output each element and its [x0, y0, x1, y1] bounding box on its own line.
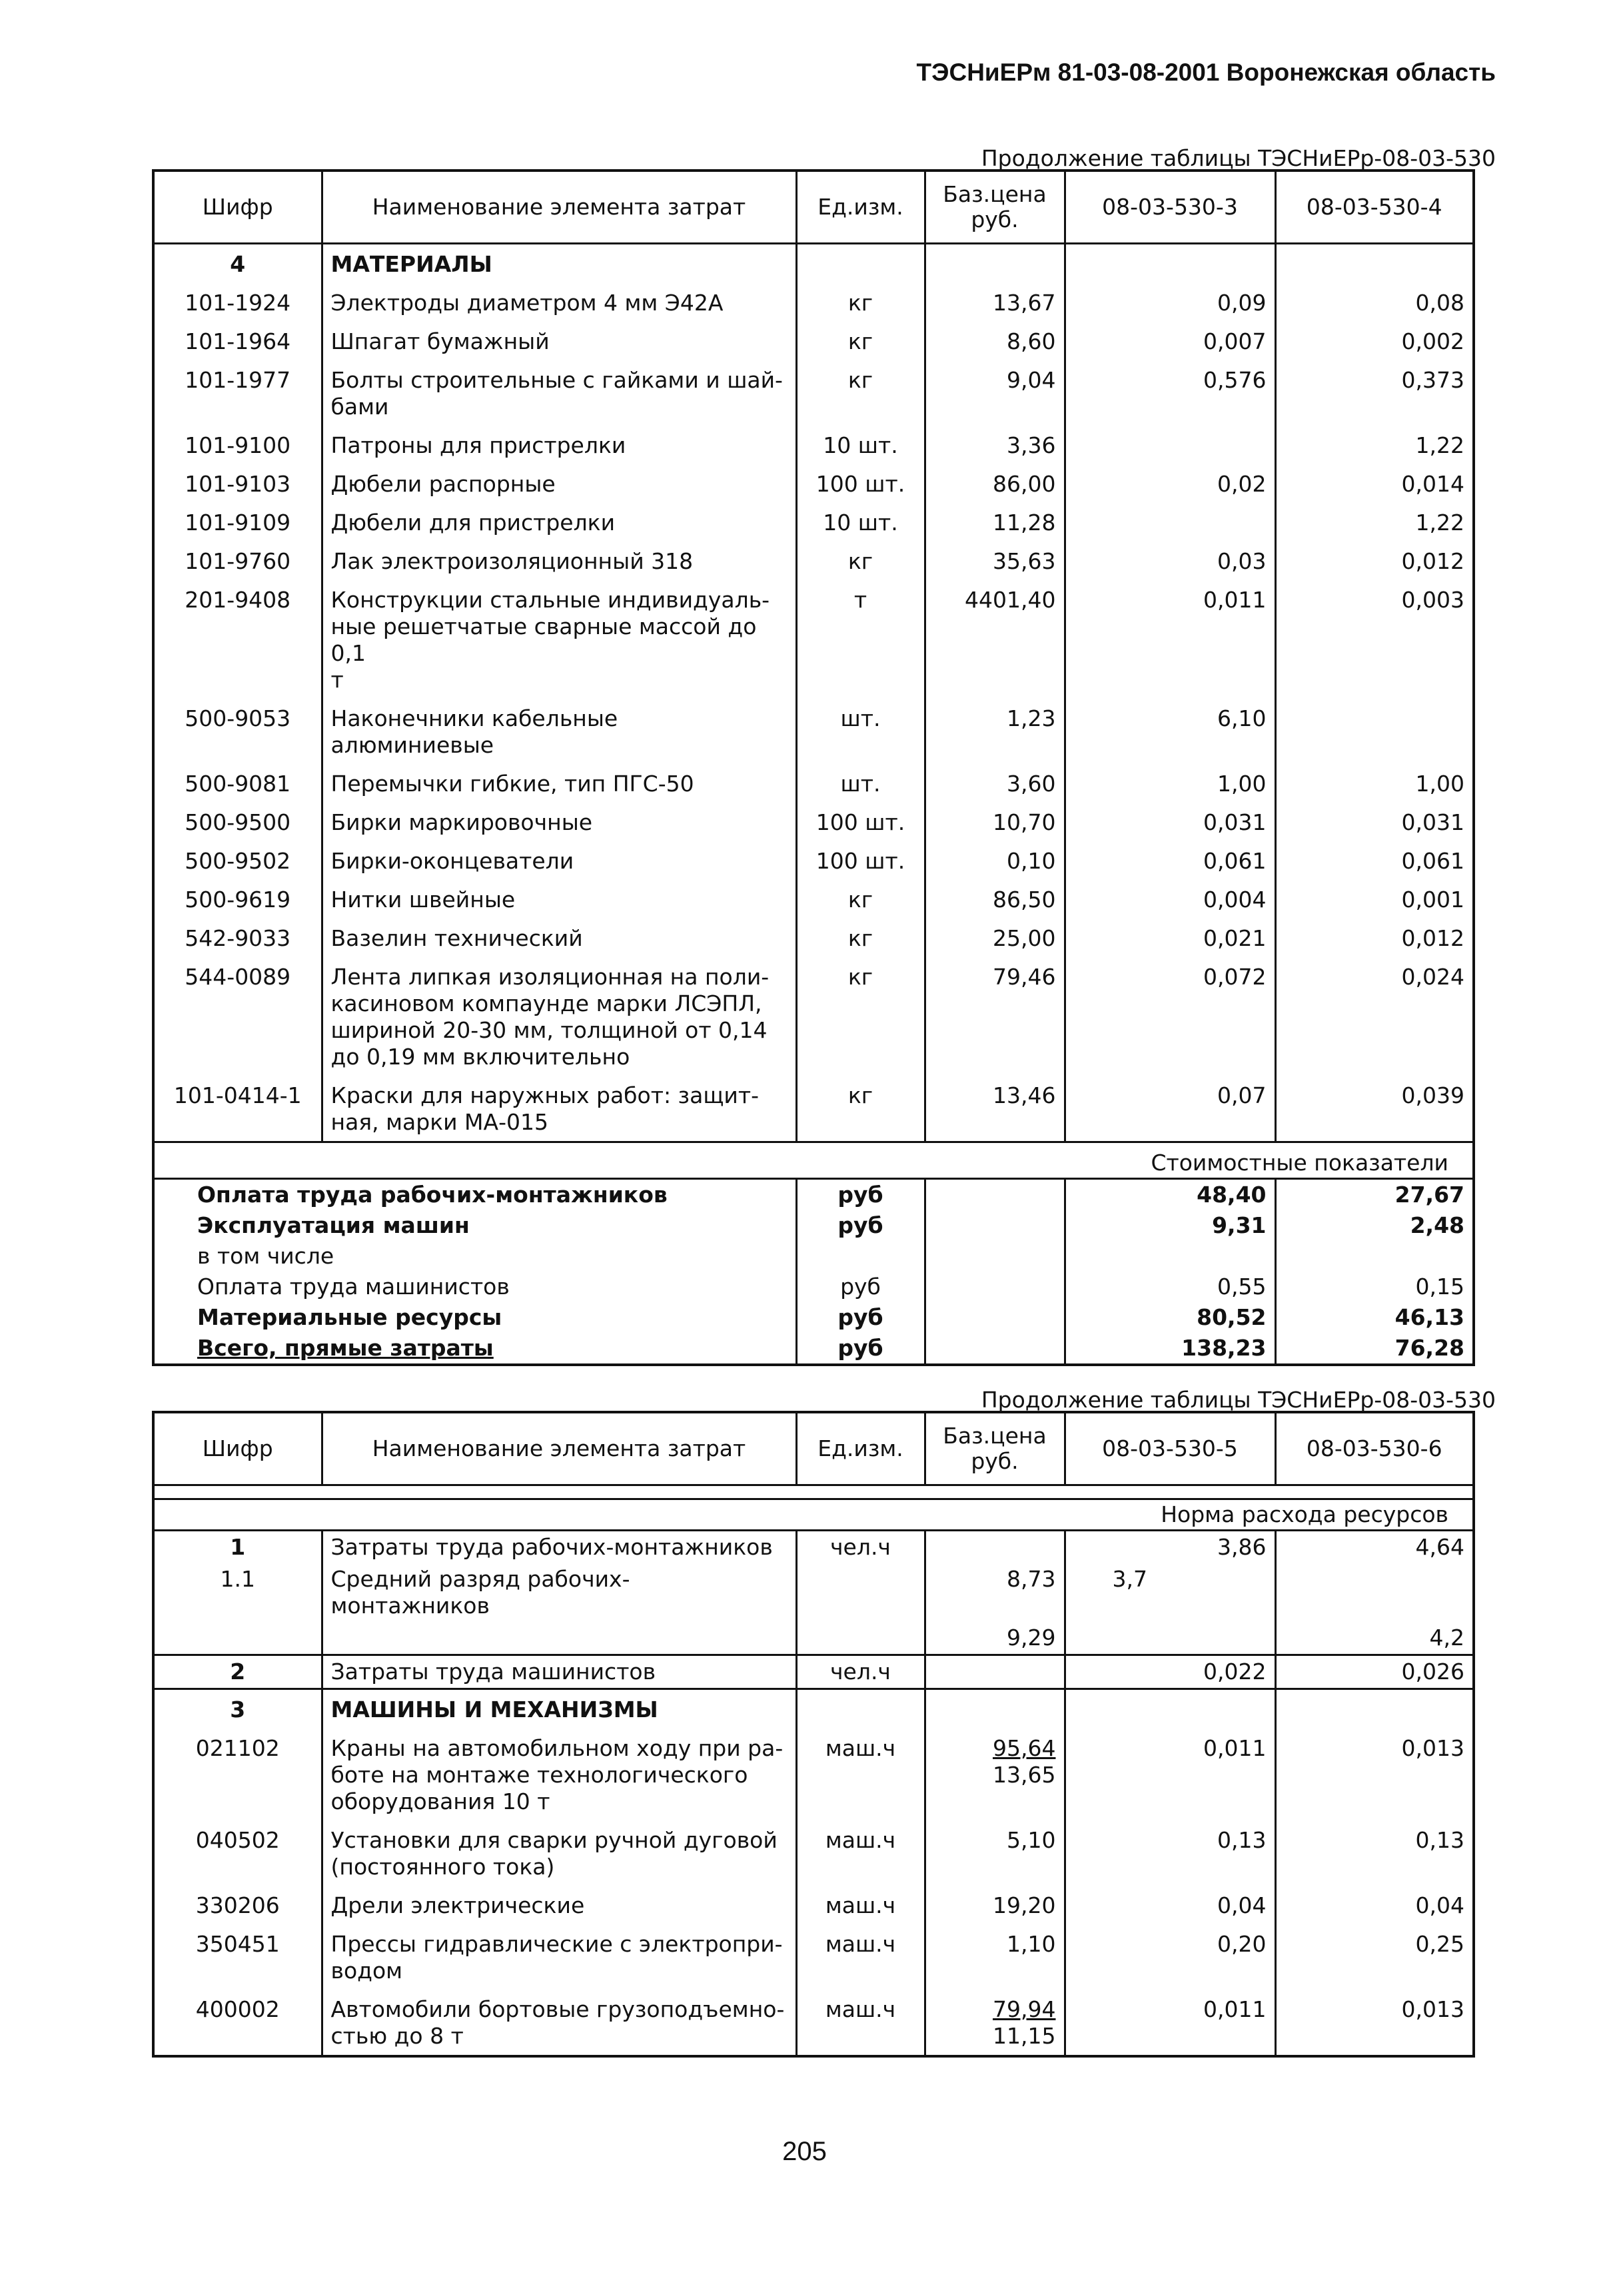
- row-price: 25,00: [925, 919, 1065, 957]
- row-value-a: 0,072: [1065, 957, 1275, 1076]
- row-price: 9,29: [925, 1622, 1065, 1655]
- summary-value-b: [1275, 1241, 1474, 1272]
- row-unit: 100 шт.: [796, 803, 925, 841]
- row-value-b: 0,061: [1275, 841, 1474, 880]
- cost-summary: [153, 1142, 1474, 1365]
- row-code: 101-1924: [185, 290, 291, 316]
- row-price-secondary: 11,15: [993, 2023, 1056, 2049]
- row-value-a: 0,011: [1065, 580, 1275, 699]
- summary-label: Всего, прямые затраты: [197, 1335, 494, 1361]
- row-name: Конструкции стальные индивидуаль- ные решетчатые сварные массой до 0,1 т: [322, 580, 796, 699]
- row-code: 350451: [195, 1931, 280, 1957]
- row-name: Краны на автомобильном ходу при ра- боте на монтаже технологического оборудования 10 т: [322, 1728, 796, 1820]
- row-code: 500-9500: [185, 809, 291, 835]
- section-name: МАШИНЫ И МЕХАНИЗМЫ: [322, 1689, 796, 1729]
- row-code: 500-9053: [185, 705, 291, 731]
- row-unit: маш.ч: [796, 1886, 925, 1924]
- row-code: 1: [230, 1534, 246, 1560]
- row-value-b: 0,08: [1275, 283, 1474, 322]
- row-value-a: 3,86: [1065, 1531, 1275, 1564]
- summary-value-b: 27,67: [1275, 1179, 1474, 1211]
- row-unit: т: [796, 580, 925, 699]
- row-name: Бирки маркировочные: [322, 803, 796, 841]
- row-code: 1.1: [220, 1566, 255, 1592]
- row-code: 500-9502: [185, 848, 291, 874]
- row-code: 500-9081: [185, 771, 291, 797]
- header-unit: Ед.изм.: [796, 1412, 925, 1485]
- row-unit: 10 шт.: [796, 426, 925, 464]
- row-price: 86,00: [925, 464, 1065, 503]
- row-price-main: 95,64: [993, 1735, 1056, 1761]
- row-code: 101-9103: [185, 471, 291, 497]
- row-value-b: 0,373: [1275, 360, 1474, 426]
- summary-unit: руб: [796, 1179, 925, 1211]
- row-value-a: 0,07: [1065, 1076, 1275, 1142]
- row-name: Патроны для пристрелки: [322, 426, 796, 464]
- row-value-b: 0,026: [1275, 1655, 1474, 1689]
- row-unit: кг: [796, 542, 925, 580]
- table-row: [153, 1563, 1474, 1622]
- summary-value-b: 46,13: [1275, 1302, 1474, 1333]
- row-name: Шпагат бумажный: [322, 322, 796, 360]
- table-row: [153, 1990, 1474, 2056]
- row-price: [925, 1655, 1065, 1689]
- row-value-b: [1275, 699, 1474, 764]
- row-name: Вазелин технический: [322, 919, 796, 957]
- row-price: 0,10: [925, 841, 1065, 880]
- row-value-a: 0,09: [1065, 283, 1275, 322]
- row-unit: кг: [796, 322, 925, 360]
- table-row: [153, 503, 1474, 542]
- row-unit: кг: [796, 360, 925, 426]
- row-value-a: 0,20: [1065, 1924, 1275, 1990]
- row-price-main: 1,10: [1007, 1931, 1056, 1957]
- row-unit: кг: [796, 957, 925, 1076]
- machines-section-row: [153, 1689, 1474, 1729]
- row-price-main: 5,10: [1007, 1827, 1056, 1853]
- row-unit: [796, 1622, 925, 1655]
- document-header: ТЭСНиЕРм 81-03-08-2001 Воронежская область: [916, 59, 1496, 86]
- row-price-secondary: 13,65: [993, 1762, 1056, 1788]
- row-value-b: 0,001: [1275, 880, 1474, 919]
- section-code: 3: [230, 1697, 246, 1722]
- summary-row: [153, 1210, 1474, 1241]
- row-price: [925, 1728, 1065, 1820]
- row-price: 8,73: [925, 1563, 1065, 1622]
- row-price: [925, 1820, 1065, 1886]
- row-price: 8,60: [925, 322, 1065, 360]
- summary-value-a: 138,23: [1065, 1333, 1275, 1365]
- summary-row: [153, 1179, 1474, 1211]
- row-unit: маш.ч: [796, 1820, 925, 1886]
- row-value-b: 0,013: [1275, 1728, 1474, 1820]
- summary-value-b: 2,48: [1275, 1210, 1474, 1241]
- row-value-a: 0,007: [1065, 322, 1275, 360]
- header-code: Шифр: [153, 171, 322, 244]
- row-value-a: 0,03: [1065, 542, 1275, 580]
- row-price: [925, 1886, 1065, 1924]
- row-value-a: 3,7: [1065, 1563, 1275, 1622]
- summary-label: в том числе: [197, 1243, 334, 1269]
- summary-label: Эксплуатация машин: [197, 1212, 470, 1238]
- summary-unit: руб: [796, 1333, 925, 1365]
- resource-rows: [153, 1531, 1474, 1689]
- row-value-b: 1,00: [1275, 764, 1474, 803]
- continuation-label: Продолжение таблицы ТЭСНиЕРр-08-03-530: [981, 145, 1496, 171]
- row-name: Лак электроизоляционный 318: [322, 542, 796, 580]
- row-code: 101-1977: [185, 367, 291, 393]
- row-name: Автомобили бортовые грузоподъемно- стью до 8 т: [322, 1990, 796, 2056]
- header-price-line1: Баз.цена: [943, 1423, 1047, 1449]
- table-row: [153, 1622, 1474, 1655]
- header-col-a: 08-03-530-3: [1065, 171, 1275, 244]
- row-code: 2: [153, 1655, 322, 1689]
- table-header-row: [153, 171, 1474, 244]
- row-unit: кг: [796, 919, 925, 957]
- row-value-a: 0,031: [1065, 803, 1275, 841]
- row-value-b: 0,13: [1275, 1820, 1474, 1886]
- table-row: [153, 1924, 1474, 1990]
- summary-row: [153, 1272, 1474, 1302]
- row-name: Прессы гидравлические с электропри- водом: [322, 1924, 796, 1990]
- row-name: Бирки-оконцеватели: [322, 841, 796, 880]
- summary-value-b: 76,28: [1275, 1333, 1474, 1365]
- row-value-a: 0,576: [1065, 360, 1275, 426]
- summary-unit: руб: [796, 1272, 925, 1302]
- row-value-b: 1,22: [1275, 426, 1474, 464]
- row-unit: чел.ч: [796, 1655, 925, 1689]
- table-row: [153, 580, 1474, 699]
- header-price: [925, 171, 1065, 244]
- row-name: Перемычки гибкие, тип ПГС-50: [322, 764, 796, 803]
- row-value-b: 0,002: [1275, 322, 1474, 360]
- resources-table: [152, 1411, 1475, 2058]
- row-value-b: 0,024: [1275, 957, 1474, 1076]
- row-unit: [796, 1563, 925, 1622]
- row-value-b: 0,014: [1275, 464, 1474, 503]
- summary-value-a: 9,31: [1065, 1210, 1275, 1241]
- row-code: 101-9100: [185, 432, 291, 458]
- row-value-a: 0,13: [1065, 1820, 1275, 1886]
- row-name: Дюбели для пристрелки: [322, 503, 796, 542]
- row-code: 400002: [195, 1996, 280, 2022]
- row-price-main: 19,20: [993, 1892, 1056, 1918]
- row-value-a: 1,00: [1065, 764, 1275, 803]
- row-unit: маш.ч: [796, 1728, 925, 1820]
- table-row: [153, 283, 1474, 322]
- table-row: [153, 764, 1474, 803]
- row-value-b: 0,031: [1275, 803, 1474, 841]
- row-name: Болты строительные с гайками и шай- бами: [322, 360, 796, 426]
- table-row: [153, 803, 1474, 841]
- row-code: 542-9033: [185, 925, 291, 951]
- summary-row: [153, 1241, 1474, 1272]
- summary-unit: руб: [796, 1210, 925, 1241]
- table-row: [153, 322, 1474, 360]
- row-name: Лента липкая изоляционная на поли- касиновом компаунде марки ЛСЭПЛ, шириной 20-30 мм, толщиной от 0,14 до 0,19 мм включительно: [322, 957, 796, 1076]
- row-unit: 10 шт.: [796, 503, 925, 542]
- materials-rows: [153, 283, 1474, 1142]
- row-code: 101-9109: [185, 510, 291, 536]
- header-unit: Ед.изм.: [796, 171, 925, 244]
- table-header-row-2: [153, 1412, 1474, 1485]
- table-row: [153, 1820, 1474, 1886]
- row-price: 13,67: [925, 283, 1065, 322]
- row-value-a: 0,011: [1065, 1990, 1275, 2056]
- row-price: 1,23: [925, 699, 1065, 764]
- row-code: [153, 1622, 322, 1655]
- row-code: 040502: [195, 1827, 280, 1853]
- row-price: [925, 1990, 1065, 2056]
- row-code: 101-0414-1: [173, 1082, 302, 1108]
- norm-title-row: [153, 1499, 1474, 1531]
- row-price: 13,46: [925, 1076, 1065, 1142]
- table-row: [153, 699, 1474, 764]
- header-price-line2: руб.: [971, 206, 1019, 232]
- row-value-b: 0,25: [1275, 1924, 1474, 1990]
- row-name: Дрели электрические: [322, 1886, 796, 1924]
- row-unit: 100 шт.: [796, 841, 925, 880]
- summary-unit: [796, 1241, 925, 1272]
- row-value-a: 0,061: [1065, 841, 1275, 880]
- row-value-b: 4,2: [1275, 1622, 1474, 1655]
- row-name: [322, 1622, 796, 1655]
- row-value-a: [1065, 426, 1275, 464]
- row-price: 4401,40: [925, 580, 1065, 699]
- row-unit: чел.ч: [796, 1531, 925, 1564]
- header-price: [925, 1412, 1065, 1485]
- table-row: [153, 841, 1474, 880]
- summary-value-a: 0,55: [1065, 1272, 1275, 1302]
- row-code: 201-9408: [185, 587, 291, 613]
- table-row: [153, 1076, 1474, 1142]
- summary-value-a: [1065, 1241, 1275, 1272]
- summary-row: [153, 1333, 1474, 1365]
- header-col-a: 08-03-530-5: [1065, 1412, 1275, 1485]
- row-value-b: 0,04: [1275, 1886, 1474, 1924]
- row-price: 3,60: [925, 764, 1065, 803]
- row-price: 11,28: [925, 503, 1065, 542]
- row-value-b: 0,012: [1275, 919, 1474, 957]
- summary-value-a: 80,52: [1065, 1302, 1275, 1333]
- row-value-a: 0,004: [1065, 880, 1275, 919]
- table-row: [153, 542, 1474, 580]
- row-value-a: 0,02: [1065, 464, 1275, 503]
- table-row: [153, 1886, 1474, 1924]
- row-unit: маш.ч: [796, 1990, 925, 2056]
- row-value-a: 6,10: [1065, 699, 1275, 764]
- row-unit: кг: [796, 283, 925, 322]
- row-unit: кг: [796, 1076, 925, 1142]
- row-unit: шт.: [796, 699, 925, 764]
- row-value-a: [1065, 503, 1275, 542]
- header-price-line2: руб.: [971, 1448, 1019, 1474]
- row-name: Затраты труда рабочих-монтажников: [322, 1531, 796, 1564]
- row-code: 544-0089: [185, 964, 291, 990]
- header-name: Наименование элемента затрат: [322, 1412, 796, 1485]
- header-col-b: 08-03-530-4: [1275, 171, 1474, 244]
- row-value-a: 0,022: [1065, 1655, 1275, 1689]
- row-price: 79,46: [925, 957, 1065, 1076]
- table-row: [153, 360, 1474, 426]
- row-price: 86,50: [925, 880, 1065, 919]
- table-row: [153, 880, 1474, 919]
- row-value-b: 0,012: [1275, 542, 1474, 580]
- table-row: [153, 426, 1474, 464]
- row-name: Дюбели распорные: [322, 464, 796, 503]
- summary-unit: руб: [796, 1302, 925, 1333]
- materials-table: [152, 169, 1475, 1366]
- row-price-main: 79,94: [993, 1996, 1056, 2022]
- row-price: 3,36: [925, 426, 1065, 464]
- row-price: [925, 1924, 1065, 1990]
- row-price: 35,63: [925, 542, 1065, 580]
- row-code: 330206: [195, 1892, 280, 1918]
- page-number: 205: [782, 2137, 827, 2166]
- row-price: 9,04: [925, 360, 1065, 426]
- table-row: [153, 919, 1474, 957]
- row-value-a: 0,021: [1065, 919, 1275, 957]
- row-name: Средний разряд рабочих-монтажников: [322, 1563, 796, 1622]
- summary-label: Оплата труда рабочих-монтажников: [197, 1182, 668, 1208]
- table-row: [153, 957, 1474, 1076]
- row-unit: маш.ч: [796, 1924, 925, 1990]
- table-row: [153, 1655, 1474, 1689]
- machine-rows: [153, 1728, 1474, 2056]
- table-row: [153, 1728, 1474, 1820]
- row-value-a: 0,011: [1065, 1728, 1275, 1820]
- continuation-label-2: Продолжение таблицы ТЭСНиЕРр-08-03-530: [981, 1387, 1496, 1413]
- table-row: [153, 1531, 1474, 1564]
- section-code: 4: [230, 251, 246, 277]
- row-value-b: [1275, 1563, 1474, 1622]
- row-unit: шт.: [796, 764, 925, 803]
- summary-value-b: 0,15: [1275, 1272, 1474, 1302]
- row-name: Наконечники кабельные алюминиевые: [322, 699, 796, 764]
- row-name: Электроды диаметром 4 мм Э42А: [322, 283, 796, 322]
- row-value-a: [1065, 1622, 1275, 1655]
- cost-title: Стоимостные показатели: [153, 1148, 1474, 1179]
- row-value-b: 0,013: [1275, 1990, 1474, 2056]
- row-unit: кг: [796, 880, 925, 919]
- row-name: Краски для наружных работ: защит- ная, марки МА-015: [322, 1076, 796, 1142]
- row-name: Установки для сварки ручной дуговой (постоянного тока): [322, 1820, 796, 1886]
- summary-row: [153, 1302, 1474, 1333]
- row-unit: 100 шт.: [796, 464, 925, 503]
- header-col-b: 08-03-530-6: [1275, 1412, 1474, 1485]
- row-value-b: 0,039: [1275, 1076, 1474, 1142]
- row-code: 101-9760: [185, 548, 291, 574]
- row-price: 10,70: [925, 803, 1065, 841]
- table-row: [153, 464, 1474, 503]
- header-code: Шифр: [153, 1412, 322, 1485]
- row-code: 021102: [195, 1735, 280, 1761]
- summary-label: Оплата труда машинистов: [197, 1274, 510, 1300]
- row-value-a: 0,04: [1065, 1886, 1275, 1924]
- row-value-b: 0,003: [1275, 580, 1474, 699]
- row-code: 500-9619: [185, 887, 291, 913]
- row-price: [925, 1531, 1065, 1564]
- row-value-b: 1,22: [1275, 503, 1474, 542]
- section-name: МАТЕРИАЛЫ: [322, 244, 796, 284]
- summary-value-a: 48,40: [1065, 1179, 1275, 1211]
- summary-label: Материальные ресурсы: [197, 1304, 502, 1330]
- section-row: [153, 244, 1474, 284]
- header-price-line1: Баз.цена: [943, 181, 1047, 207]
- row-name: Нитки швейные: [322, 880, 796, 919]
- row-code: 101-1964: [185, 328, 291, 354]
- row-value-b: 4,64: [1275, 1531, 1474, 1564]
- header-name: Наименование элемента затрат: [322, 171, 796, 244]
- norm-title: Норма расхода ресурсов: [153, 1499, 1474, 1531]
- row-name: Затраты труда машинистов: [322, 1655, 796, 1689]
